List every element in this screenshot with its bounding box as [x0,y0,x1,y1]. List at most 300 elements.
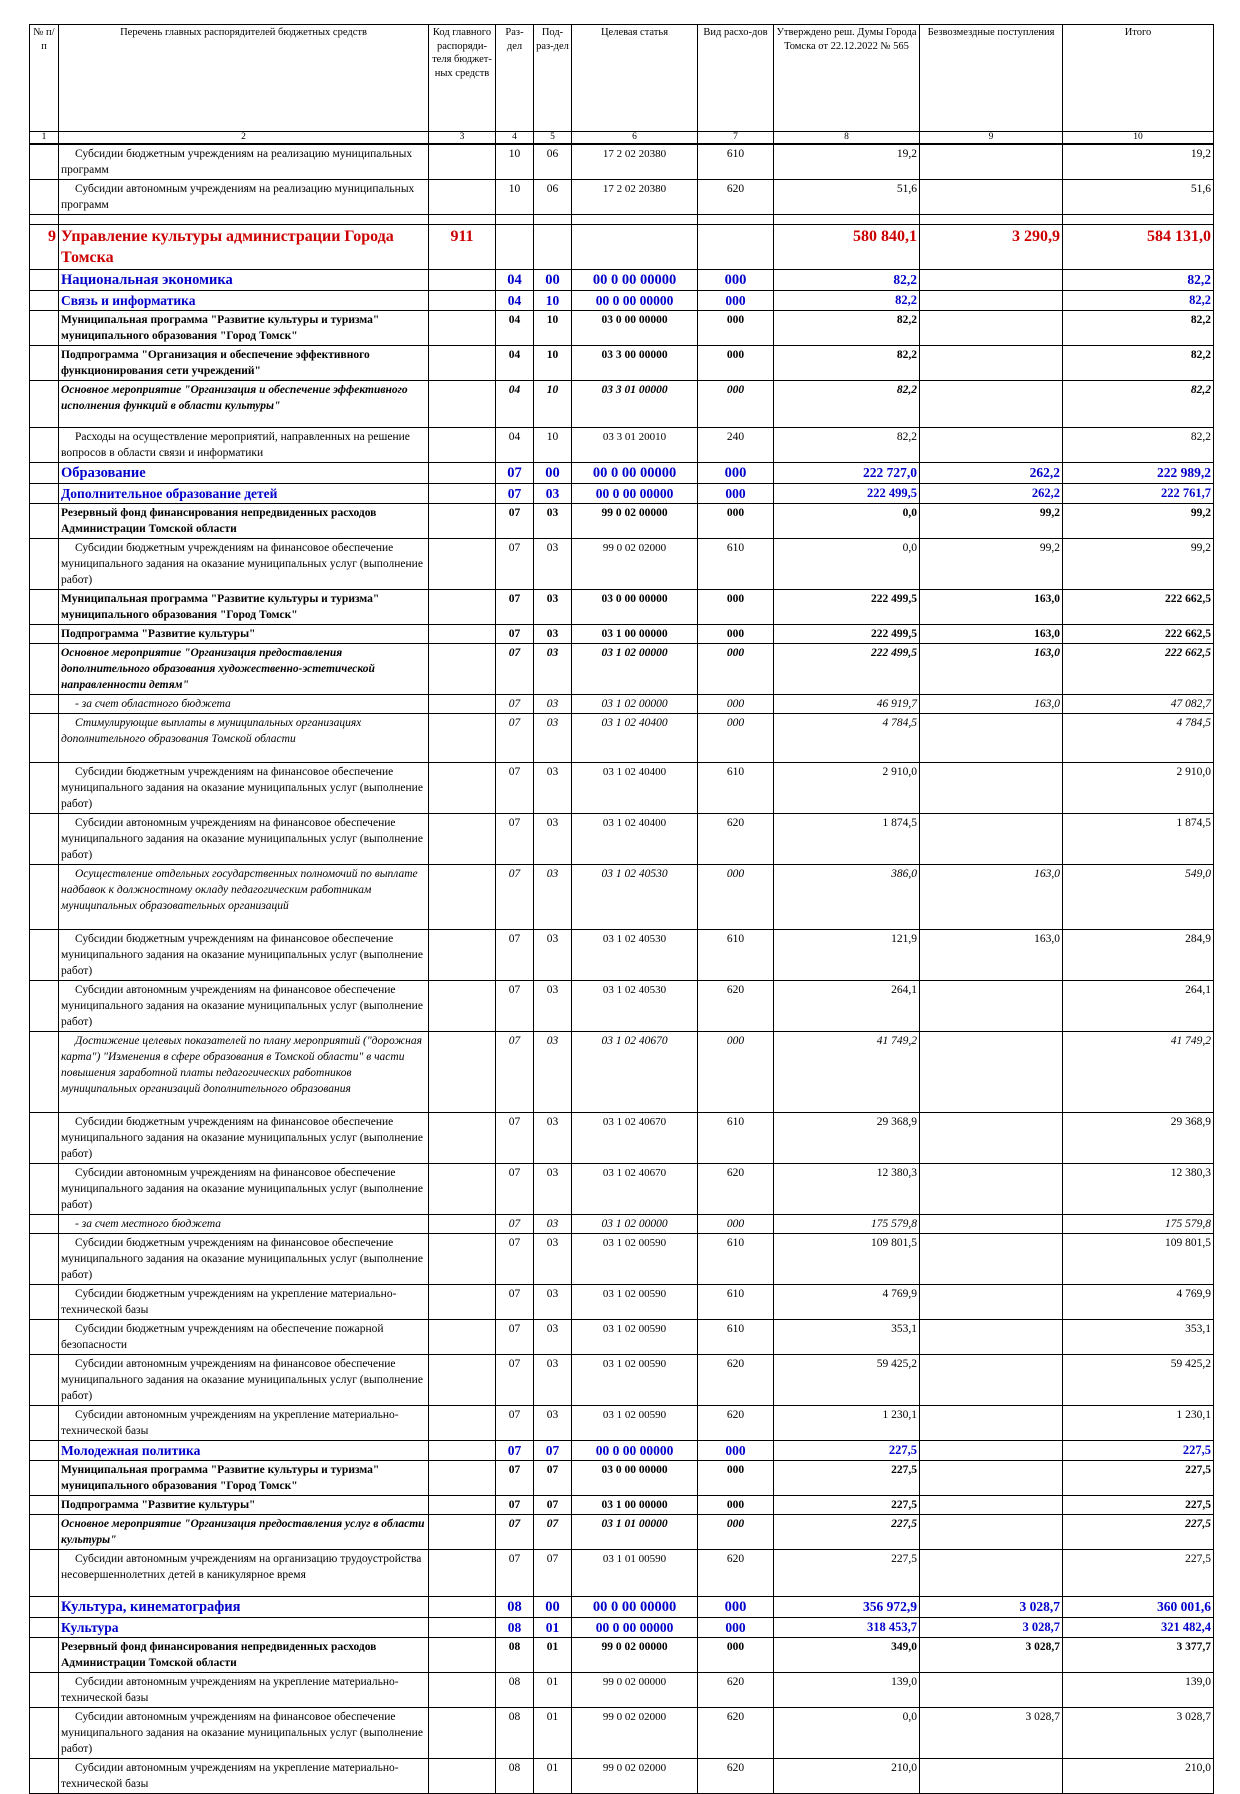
row-number [30,1618,59,1638]
row-expense-type: 000 [698,291,774,311]
row-total-amount: 51,6 [1063,180,1214,215]
column-number: 3 [429,132,496,145]
row-approved-amount: 2 910,0 [774,763,920,814]
row-expense-type: 620 [698,1355,774,1406]
header-expense-type: Вид расхо-дов [698,25,774,132]
row-razdel [496,225,534,270]
row-target-article: 03 3 01 00000 [572,381,698,428]
spacer-cell [30,215,59,225]
row-target-article: 03 1 02 00000 [572,1215,698,1234]
row-grants-amount: 262,2 [920,484,1063,504]
row-target-article: 03 1 00 00000 [572,625,698,644]
row-expense-type: 000 [698,714,774,763]
row-expense-type: 000 [698,270,774,291]
table-row [30,291,1214,311]
row-number [30,1673,59,1708]
row-number [30,1113,59,1164]
row-admin-code [429,1597,496,1618]
row-expense-type [698,225,774,270]
row-razdel: 07 [496,1461,534,1496]
row-podrazdel: 03 [534,1234,572,1285]
row-name: Национальная экономика [59,270,429,291]
row-admin-code [429,346,496,381]
row-approved-amount: 580 840,1 [774,225,920,270]
row-target-article: 03 1 02 00590 [572,1355,698,1406]
row-razdel: 07 [496,1550,534,1597]
table-row [30,1638,1214,1673]
row-podrazdel: 03 [534,1164,572,1215]
row-approved-amount: 51,6 [774,180,920,215]
row-approved-amount: 227,5 [774,1441,920,1461]
row-podrazdel: 03 [534,1355,572,1406]
row-number [30,1759,59,1794]
row-admin-code [429,144,496,180]
row-podrazdel: 03 [534,981,572,1032]
table-row [30,590,1214,625]
row-grants-amount [920,291,1063,311]
table-row [30,865,1214,930]
row-expense-type: 000 [698,1515,774,1550]
column-number: 1 [30,132,59,145]
row-name: Субсидии автономным учреждениям на финансовое обеспечение муниципального задания на оказание муниципальных услуг (выполнение работ) [59,1708,429,1759]
row-admin-code [429,1320,496,1355]
row-approved-amount: 0,0 [774,1708,920,1759]
row-total-amount: 584 131,0 [1063,225,1214,270]
row-approved-amount: 82,2 [774,381,920,428]
row-number [30,1215,59,1234]
row-total-amount: 222 662,5 [1063,590,1214,625]
row-approved-amount: 0,0 [774,539,920,590]
spacer-cell [698,215,774,225]
row-name: Основное мероприятие "Организация предоставления услуг в области культуры" [59,1515,429,1550]
table-row [30,463,1214,484]
row-approved-amount: 227,5 [774,1461,920,1496]
row-admin-code [429,1461,496,1496]
row-name: Расходы на осуществление мероприятий, направленных на решение вопросов в области связи и информатики [59,428,429,463]
table-row [30,346,1214,381]
row-expense-type: 000 [698,1638,774,1673]
row-number [30,1708,59,1759]
row-grants-amount [920,1406,1063,1441]
row-target-article: 00 0 00 00000 [572,1597,698,1618]
row-razdel: 04 [496,291,534,311]
row-total-amount: 353,1 [1063,1320,1214,1355]
row-name: Муниципальная программа "Развитие культуры и туризма" муниципального образования "Город Томск" [59,590,429,625]
row-expense-type: 620 [698,981,774,1032]
row-approved-amount: 19,2 [774,144,920,180]
row-podrazdel: 06 [534,144,572,180]
row-approved-amount: 222 499,5 [774,484,920,504]
row-admin-code [429,1355,496,1406]
row-expense-type: 610 [698,763,774,814]
row-grants-amount [920,1215,1063,1234]
row-razdel: 07 [496,763,534,814]
row-razdel: 04 [496,270,534,291]
row-razdel: 07 [496,504,534,539]
row-total-amount: 222 662,5 [1063,644,1214,695]
table-row [30,180,1214,215]
row-target-article: 03 0 00 00000 [572,1461,698,1496]
table-row [30,1597,1214,1618]
table-row [30,1461,1214,1496]
row-podrazdel: 03 [534,763,572,814]
table-row [30,225,1214,270]
row-podrazdel: 03 [534,1113,572,1164]
row-total-amount: 227,5 [1063,1441,1214,1461]
row-total-amount: 12 380,3 [1063,1164,1214,1215]
row-expense-type: 000 [698,695,774,714]
table-row [30,1673,1214,1708]
row-admin-code [429,1759,496,1794]
row-total-amount: 4 769,9 [1063,1285,1214,1320]
row-target-article: 03 1 02 00590 [572,1285,698,1320]
row-podrazdel: 03 [534,1406,572,1441]
row-target-article: 00 0 00 00000 [572,463,698,484]
row-name: Субсидии бюджетным учреждениям на финансовое обеспечение муниципального задания на оказание муниципальных услуг (выполнение работ) [59,539,429,590]
row-expense-type: 000 [698,346,774,381]
row-total-amount: 47 082,7 [1063,695,1214,714]
row-name: Культура [59,1618,429,1638]
table-row [30,1759,1214,1794]
table-row [30,484,1214,504]
row-expense-type: 620 [698,180,774,215]
row-admin-code [429,1515,496,1550]
row-razdel: 07 [496,625,534,644]
row-grants-amount [920,180,1063,215]
row-grants-amount [920,1673,1063,1708]
row-target-article: 03 1 02 40400 [572,763,698,814]
row-admin-code [429,539,496,590]
row-admin-code [429,1285,496,1320]
row-expense-type: 000 [698,590,774,625]
spacer-cell [920,215,1063,225]
row-razdel: 04 [496,428,534,463]
row-admin-code [429,1234,496,1285]
column-number: 8 [774,132,920,145]
table-row [30,1406,1214,1441]
row-total-amount: 227,5 [1063,1461,1214,1496]
header-total: Итого [1063,25,1214,132]
table-row [30,930,1214,981]
table-row [30,539,1214,590]
row-grants-amount: 163,0 [920,865,1063,930]
row-target-article: 03 1 01 00000 [572,1515,698,1550]
row-target-article: 03 0 00 00000 [572,311,698,346]
row-podrazdel: 03 [534,1215,572,1234]
row-expense-type: 000 [698,311,774,346]
row-admin-code [429,291,496,311]
row-grants-amount [920,1461,1063,1496]
row-approved-amount: 41 749,2 [774,1032,920,1113]
row-podrazdel: 07 [534,1441,572,1461]
row-grants-amount [920,1550,1063,1597]
row-razdel: 08 [496,1759,534,1794]
row-approved-amount: 82,2 [774,270,920,291]
row-target-article: 99 0 02 00000 [572,1638,698,1673]
row-number [30,644,59,695]
row-podrazdel: 07 [534,1496,572,1515]
row-target-article: 03 1 02 00590 [572,1320,698,1355]
row-name: Субсидии бюджетным учреждениям на финансовое обеспечение муниципального задания на оказание муниципальных услуг (выполнение работ) [59,763,429,814]
spacer-cell [572,215,698,225]
row-number [30,814,59,865]
row-total-amount: 227,5 [1063,1515,1214,1550]
row-approved-amount: 82,2 [774,428,920,463]
row-expense-type: 610 [698,1113,774,1164]
row-approved-amount: 1 230,1 [774,1406,920,1441]
row-admin-code [429,504,496,539]
row-target-article: 03 1 00 00000 [572,1496,698,1515]
row-razdel: 04 [496,346,534,381]
row-grants-amount: 262,2 [920,463,1063,484]
row-approved-amount: 227,5 [774,1496,920,1515]
row-razdel: 07 [496,644,534,695]
row-approved-amount: 121,9 [774,930,920,981]
row-grants-amount [920,763,1063,814]
row-number [30,1406,59,1441]
row-name: Субсидии бюджетным учреждениям на финансовое обеспечение муниципального задания на оказание муниципальных услуг (выполнение работ) [59,1113,429,1164]
row-admin-code [429,814,496,865]
row-number [30,714,59,763]
row-podrazdel [534,225,572,270]
row-podrazdel: 03 [534,814,572,865]
row-total-amount: 99,2 [1063,504,1214,539]
row-name: Дополнительное образование детей [59,484,429,504]
row-razdel: 07 [496,484,534,504]
row-grants-amount [920,1320,1063,1355]
row-total-amount: 82,2 [1063,428,1214,463]
row-podrazdel: 03 [534,714,572,763]
table-row [30,381,1214,428]
row-razdel: 08 [496,1673,534,1708]
row-number [30,346,59,381]
row-podrazdel: 07 [534,1550,572,1597]
row-grants-amount [920,381,1063,428]
table-row [30,144,1214,180]
table-row [30,625,1214,644]
budget-page [29,24,1213,1794]
row-grants-amount: 163,0 [920,644,1063,695]
row-name: Резервный фонд финансирования непредвиденных расходов Администрации Томской области [59,1638,429,1673]
row-grants-amount [920,428,1063,463]
header-code: Код главного распоряди-теля бюджет-ных средств [429,25,496,132]
row-name: Субсидии бюджетным учреждениям на финансовое обеспечение муниципального задания на оказание муниципальных услуг (выполнение работ) [59,930,429,981]
row-razdel: 10 [496,144,534,180]
row-total-amount: 1 874,5 [1063,814,1214,865]
spacer-cell [774,215,920,225]
row-approved-amount: 175 579,8 [774,1215,920,1234]
row-name: Основное мероприятие "Организация предоставления дополнительного образования художественно-эстетической направленности детям" [59,644,429,695]
table-row [30,1515,1214,1550]
row-admin-code [429,463,496,484]
row-podrazdel: 10 [534,346,572,381]
row-approved-amount: 356 972,9 [774,1597,920,1618]
row-grants-amount [920,1164,1063,1215]
row-expense-type: 620 [698,1708,774,1759]
row-grants-amount: 3 028,7 [920,1638,1063,1673]
table-row [30,1320,1214,1355]
row-approved-amount: 82,2 [774,311,920,346]
row-expense-type: 000 [698,1496,774,1515]
row-target-article: 03 1 02 40530 [572,930,698,981]
row-podrazdel: 01 [534,1708,572,1759]
row-expense-type: 610 [698,539,774,590]
spacer-cell [1063,215,1214,225]
header-razdel: Раз-дел [496,25,534,132]
table-body [30,144,1214,1794]
row-name: Подпрограмма "Организация и обеспечение эффективного функционирования сети учреждений" [59,346,429,381]
row-approved-amount: 82,2 [774,291,920,311]
row-number [30,180,59,215]
row-grants-amount: 99,2 [920,504,1063,539]
table-row [30,1215,1214,1234]
row-approved-amount: 264,1 [774,981,920,1032]
table-row [30,644,1214,695]
row-number [30,539,59,590]
row-grants-amount [920,1441,1063,1461]
row-approved-amount: 139,0 [774,1673,920,1708]
row-admin-code [429,1215,496,1234]
row-razdel: 04 [496,311,534,346]
row-name: Субсидии бюджетным учреждениям на реализацию муниципальных программ [59,144,429,180]
row-admin-code [429,981,496,1032]
spacer-cell [429,215,496,225]
row-total-amount: 82,2 [1063,311,1214,346]
row-grants-amount: 163,0 [920,930,1063,981]
row-expense-type: 620 [698,1164,774,1215]
table-row [30,695,1214,714]
row-name: Стимулирующие выплаты в муниципальных организациях дополнительного образования Томской области [59,714,429,763]
table-row [30,311,1214,346]
table-row [30,1441,1214,1461]
row-podrazdel: 01 [534,1618,572,1638]
row-podrazdel: 03 [534,695,572,714]
row-approved-amount: 4 784,5 [774,714,920,763]
row-razdel: 10 [496,180,534,215]
row-number [30,1550,59,1597]
row-approved-amount: 227,5 [774,1515,920,1550]
row-number [30,695,59,714]
row-number [30,144,59,180]
row-number [30,1355,59,1406]
column-number: 5 [534,132,572,145]
row-expense-type: 000 [698,1597,774,1618]
row-total-amount: 82,2 [1063,381,1214,428]
row-razdel: 07 [496,981,534,1032]
row-total-amount: 222 989,2 [1063,463,1214,484]
row-name: Субсидии автономным учреждениям на организацию трудоустройства несовершеннолетних детей в каникулярное время [59,1550,429,1597]
row-total-amount: 109 801,5 [1063,1234,1214,1285]
row-total-amount: 2 910,0 [1063,763,1214,814]
row-total-amount: 321 482,4 [1063,1618,1214,1638]
row-total-amount: 1 230,1 [1063,1406,1214,1441]
row-expense-type: 000 [698,1461,774,1496]
row-number [30,1320,59,1355]
row-number [30,484,59,504]
row-name: Субсидии бюджетным учреждениям на финансовое обеспечение муниципального задания на оказание муниципальных услуг (выполнение работ) [59,1234,429,1285]
row-expense-type: 000 [698,1032,774,1113]
row-name: Осуществление отдельных государственных полномочий по выплате надбавок к должностному окладу педагогическим работникам муниципальных образовательных организаций [59,865,429,930]
row-razdel: 07 [496,930,534,981]
row-grants-amount [920,270,1063,291]
row-name: Подпрограмма "Развитие культуры" [59,1496,429,1515]
row-grants-amount [920,311,1063,346]
row-target-article: 03 3 01 20010 [572,428,698,463]
row-total-amount: 227,5 [1063,1550,1214,1597]
row-approved-amount: 353,1 [774,1320,920,1355]
row-number [30,1638,59,1673]
spacer-row [30,215,1214,225]
row-podrazdel: 01 [534,1759,572,1794]
row-podrazdel: 03 [534,1285,572,1320]
row-grants-amount [920,1759,1063,1794]
row-target-article: 99 0 02 02000 [572,1759,698,1794]
row-podrazdel: 03 [534,539,572,590]
row-razdel: 07 [496,714,534,763]
row-podrazdel: 03 [534,865,572,930]
row-razdel: 07 [496,539,534,590]
row-approved-amount: 109 801,5 [774,1234,920,1285]
row-total-amount: 284,9 [1063,930,1214,981]
row-target-article: 03 3 00 00000 [572,346,698,381]
row-approved-amount: 349,0 [774,1638,920,1673]
row-total-amount: 59 425,2 [1063,1355,1214,1406]
row-total-amount: 3 028,7 [1063,1708,1214,1759]
row-total-amount: 264,1 [1063,981,1214,1032]
spacer-cell [496,215,534,225]
row-razdel: 07 [496,1215,534,1234]
row-target-article: 17 2 02 20380 [572,180,698,215]
row-approved-amount: 1 874,5 [774,814,920,865]
row-expense-type: 610 [698,1234,774,1285]
row-approved-amount: 222 499,5 [774,625,920,644]
table-row [30,270,1214,291]
table-row [30,428,1214,463]
row-number [30,428,59,463]
row-grants-amount [920,981,1063,1032]
row-podrazdel: 01 [534,1638,572,1673]
row-number [30,291,59,311]
row-approved-amount: 12 380,3 [774,1164,920,1215]
row-expense-type: 000 [698,865,774,930]
row-target-article: 99 0 02 02000 [572,1708,698,1759]
row-number [30,270,59,291]
row-expense-type: 620 [698,1759,774,1794]
row-grants-amount: 163,0 [920,695,1063,714]
row-number [30,381,59,428]
row-admin-code [429,644,496,695]
row-razdel: 07 [496,463,534,484]
row-razdel: 07 [496,1355,534,1406]
row-admin-code [429,1673,496,1708]
row-number [30,1032,59,1113]
row-expense-type: 610 [698,144,774,180]
row-expense-type: 000 [698,1618,774,1638]
row-admin-code [429,1496,496,1515]
row-name: Субсидии автономным учреждениям на финансовое обеспечение муниципального задания на оказание муниципальных услуг (выполнение работ) [59,814,429,865]
row-grants-amount [920,1496,1063,1515]
row-total-amount: 175 579,8 [1063,1215,1214,1234]
row-podrazdel: 10 [534,428,572,463]
row-target-article: 03 1 02 40530 [572,865,698,930]
row-razdel: 07 [496,1320,534,1355]
table-row [30,1550,1214,1597]
row-razdel: 07 [496,865,534,930]
row-number [30,1234,59,1285]
row-target-article: 00 0 00 00000 [572,1618,698,1638]
column-number: 9 [920,132,1063,145]
header-num: № п/п [30,25,59,132]
